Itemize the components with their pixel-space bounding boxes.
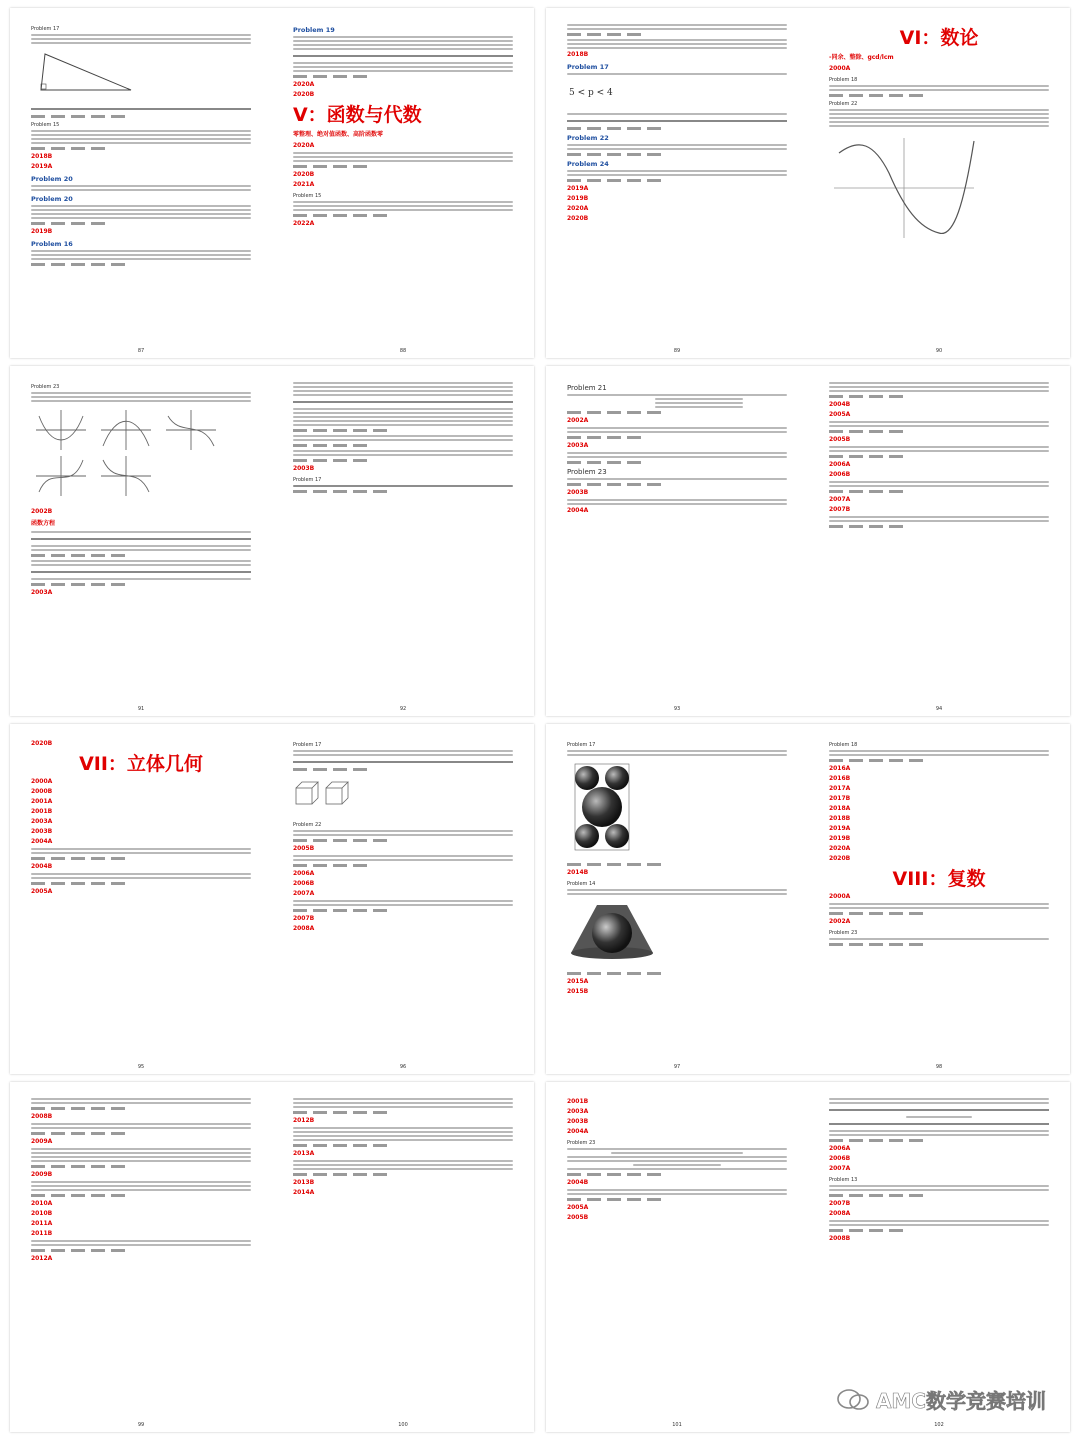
page-number: 92 xyxy=(399,706,407,712)
cube-figure xyxy=(293,778,353,810)
year-code: 2009A xyxy=(30,1138,53,1145)
problem-title: Problem 17 xyxy=(566,63,609,71)
page-93 xyxy=(546,366,809,716)
problem-title: Problem 23 xyxy=(566,468,607,476)
year-code: 2008A xyxy=(828,1210,851,1217)
year-code: 2007A xyxy=(292,890,315,897)
problem-title: Problem 20 xyxy=(30,195,73,203)
year-code: 2013B xyxy=(292,1179,315,1186)
page-98 xyxy=(808,724,1070,1074)
year-code: 2001B xyxy=(30,808,53,815)
page-97 xyxy=(546,724,809,1074)
year-code: 2018B xyxy=(566,51,589,58)
page-89 xyxy=(546,8,809,358)
year-code: 2014A xyxy=(292,1189,315,1196)
problem-title: Problem 22 xyxy=(566,134,609,142)
year-code: 2004B xyxy=(566,1179,589,1186)
year-code: 2004A xyxy=(566,1128,589,1135)
year-code: 2002B xyxy=(30,508,53,515)
problem-title: Problem 15 xyxy=(30,122,60,128)
problem-title: Problem 22 xyxy=(292,822,322,828)
year-code: 2003B xyxy=(566,489,589,496)
inequality-figure xyxy=(567,81,613,103)
year-code: 2022A xyxy=(292,220,315,227)
year-code: 2018B xyxy=(828,815,851,822)
year-code: 2005B xyxy=(828,436,851,443)
problem-title: Problem 22 xyxy=(828,101,858,107)
year-code: 2011B xyxy=(30,1230,53,1237)
wechat-icon xyxy=(836,1388,870,1412)
year-code: 2006B xyxy=(828,471,851,478)
section-heading: VI：数论 xyxy=(899,27,979,49)
year-code: 2020B xyxy=(828,855,851,862)
spread-3 xyxy=(10,366,534,716)
year-code: 2000A xyxy=(828,65,851,72)
problem-title: Problem 23 xyxy=(828,930,858,936)
year-code: 2008B xyxy=(30,1113,53,1120)
year-code: 2020B xyxy=(566,215,589,222)
year-code: 2006B xyxy=(292,880,315,887)
section-subheading: 零整理、绝对值函数、高阶函数零 xyxy=(292,131,383,138)
year-code: 2020A xyxy=(292,81,315,88)
year-code: 2011A xyxy=(30,1220,53,1227)
year-code: 2020A xyxy=(828,845,851,852)
year-code: 2019B xyxy=(828,835,851,842)
year-code: 2005B xyxy=(566,1214,589,1221)
year-code: 2019B xyxy=(566,195,589,202)
page-number: 97 xyxy=(673,1064,681,1070)
page-number: 93 xyxy=(673,706,681,712)
year-code: 2019B xyxy=(30,228,53,235)
page-number: 102 xyxy=(934,1422,944,1428)
year-code: 2003B xyxy=(566,1118,589,1125)
page-number: 94 xyxy=(935,706,943,712)
section-heading: V：函数与代数 xyxy=(292,104,422,126)
page-number: 98 xyxy=(935,1064,943,1070)
problem-title: Problem 13 xyxy=(828,1177,858,1183)
year-code: 2010A xyxy=(30,1200,53,1207)
year-code: 2004B xyxy=(828,401,851,408)
problem-title: Problem 14 xyxy=(566,881,596,887)
answer-graphs-figure xyxy=(31,408,221,498)
problem-title: Problem 18 xyxy=(828,742,858,748)
year-code: 2012A xyxy=(30,1255,53,1262)
year-code: 2007B xyxy=(292,915,315,922)
section-subheading: -同余、整除、gcd/lcm xyxy=(828,54,894,61)
year-code: 2000A xyxy=(30,778,53,785)
year-code: 2006A xyxy=(292,870,315,877)
year-code: 2003A xyxy=(566,1108,589,1115)
page-87 xyxy=(10,8,273,358)
year-code: 2001B xyxy=(566,1098,589,1105)
page-91 xyxy=(10,366,273,716)
year-code: 2007A xyxy=(828,496,851,503)
page-number: 99 xyxy=(137,1422,145,1428)
year-code: 2007A xyxy=(828,1165,851,1172)
year-code: 2008B xyxy=(828,1235,851,1242)
spread-1 xyxy=(10,8,534,358)
year-code: 2006A xyxy=(828,1145,851,1152)
page-number: 100 xyxy=(398,1422,408,1428)
page-99 xyxy=(10,1082,273,1432)
year-code: 2003B xyxy=(30,828,53,835)
problem-title: Problem 24 xyxy=(566,160,609,168)
year-code: 2003B xyxy=(292,465,315,472)
year-code: 2004A xyxy=(30,838,53,845)
page-96 xyxy=(272,724,534,1074)
page-number: 95 xyxy=(137,1064,145,1070)
year-code: 2018A xyxy=(828,805,851,812)
problem-title: Problem 23 xyxy=(566,1140,596,1146)
year-code: 2015B xyxy=(566,988,589,995)
year-code: 2001A xyxy=(30,798,53,805)
watermark-text: AMC数学竞赛培训 xyxy=(875,1389,1046,1413)
year-code: 2020A xyxy=(292,142,315,149)
section-subheading: 函数方程 xyxy=(30,520,55,527)
section-heading: VII：立体几何 xyxy=(79,753,203,775)
spread-5 xyxy=(10,724,534,1074)
page-number: 87 xyxy=(137,348,145,354)
year-code: 2000B xyxy=(30,788,53,795)
spread-7 xyxy=(10,1082,534,1432)
polynomial-graph-figure xyxy=(829,133,979,243)
page-102 xyxy=(808,1082,1070,1432)
problem-title: Problem 16 xyxy=(30,240,73,248)
problem-title: Problem 19 xyxy=(292,26,335,34)
year-code: 2006B xyxy=(828,1155,851,1162)
year-code: 2007B xyxy=(828,506,851,513)
year-code: 2016A xyxy=(828,765,851,772)
problem-title: Problem 17 xyxy=(30,26,60,32)
page-number: 101 xyxy=(672,1422,682,1428)
page-101 xyxy=(546,1082,809,1432)
year-code: 2013A xyxy=(292,1150,315,1157)
problem-title: Problem 18 xyxy=(828,77,858,83)
year-code: 2021A xyxy=(292,181,315,188)
year-code: 2003A xyxy=(566,442,589,449)
year-code: 2005A xyxy=(828,411,851,418)
section-heading: VIII：复数 xyxy=(892,868,986,890)
year-code: 2020A xyxy=(566,205,589,212)
spread-6 xyxy=(546,724,1070,1074)
page-95 xyxy=(10,724,273,1074)
problem-title: Problem 17 xyxy=(292,742,322,748)
year-code: 2016B xyxy=(828,775,851,782)
year-code: 2002A xyxy=(828,918,851,925)
svg-text:5 < p < 4: 5 < p < 4 xyxy=(568,88,613,98)
year-code: 2019A xyxy=(828,825,851,832)
year-code: 2006A xyxy=(828,461,851,468)
cone-sphere-figure xyxy=(567,901,657,961)
spheres-in-box-figure xyxy=(567,762,637,852)
problem-title: Problem 23 xyxy=(30,384,60,390)
year-code: 2019A xyxy=(30,163,53,170)
problem-title: Problem 20 xyxy=(30,175,73,183)
year-code: 2010B xyxy=(30,1210,53,1217)
year-code: 2009B xyxy=(30,1171,53,1178)
page-92 xyxy=(272,366,534,716)
year-code: 2019A xyxy=(566,185,589,192)
spread-2 xyxy=(546,8,1070,358)
year-code: 2004B xyxy=(30,863,53,870)
year-code: 2018B xyxy=(30,153,53,160)
page-90 xyxy=(808,8,1070,358)
year-code: 2002A xyxy=(566,417,589,424)
problem-title: Problem 15 xyxy=(292,193,322,199)
year-code: 2014B xyxy=(566,869,589,876)
problem-title: Problem 21 xyxy=(566,384,607,392)
year-code: 2020B xyxy=(30,740,53,747)
year-code: 2000A xyxy=(828,893,851,900)
problem-title: Problem 17 xyxy=(566,742,596,748)
year-code: 2005A xyxy=(566,1204,589,1211)
year-code: 2020B xyxy=(292,171,315,178)
page-88 xyxy=(272,8,534,358)
year-code: 2005B xyxy=(292,845,315,852)
year-code: 2008A xyxy=(292,925,315,932)
year-code: 2017B xyxy=(828,795,851,802)
year-code: 2005A xyxy=(30,888,53,895)
page-94 xyxy=(808,366,1070,716)
problem-title: Problem 17 xyxy=(292,477,322,483)
year-code: 2003A xyxy=(30,818,53,825)
year-code: 2007B xyxy=(828,1200,851,1207)
year-code: 2004A xyxy=(566,507,589,514)
spread-4 xyxy=(546,366,1070,716)
right-triangle-figure xyxy=(31,50,141,95)
page-number: 88 xyxy=(399,348,407,354)
spread-8 xyxy=(546,1082,1070,1432)
page-100 xyxy=(272,1082,534,1432)
year-code: 2003A xyxy=(30,589,53,596)
year-code: 2012B xyxy=(292,1117,315,1124)
year-code: 2020B xyxy=(292,91,315,98)
page-number: 90 xyxy=(935,348,943,354)
year-code: 2017A xyxy=(828,785,851,792)
page-number: 96 xyxy=(399,1064,407,1070)
watermark xyxy=(836,1385,1046,1414)
year-code: 2015A xyxy=(566,978,589,985)
page-number: 91 xyxy=(137,706,145,712)
page-number: 89 xyxy=(673,348,681,354)
